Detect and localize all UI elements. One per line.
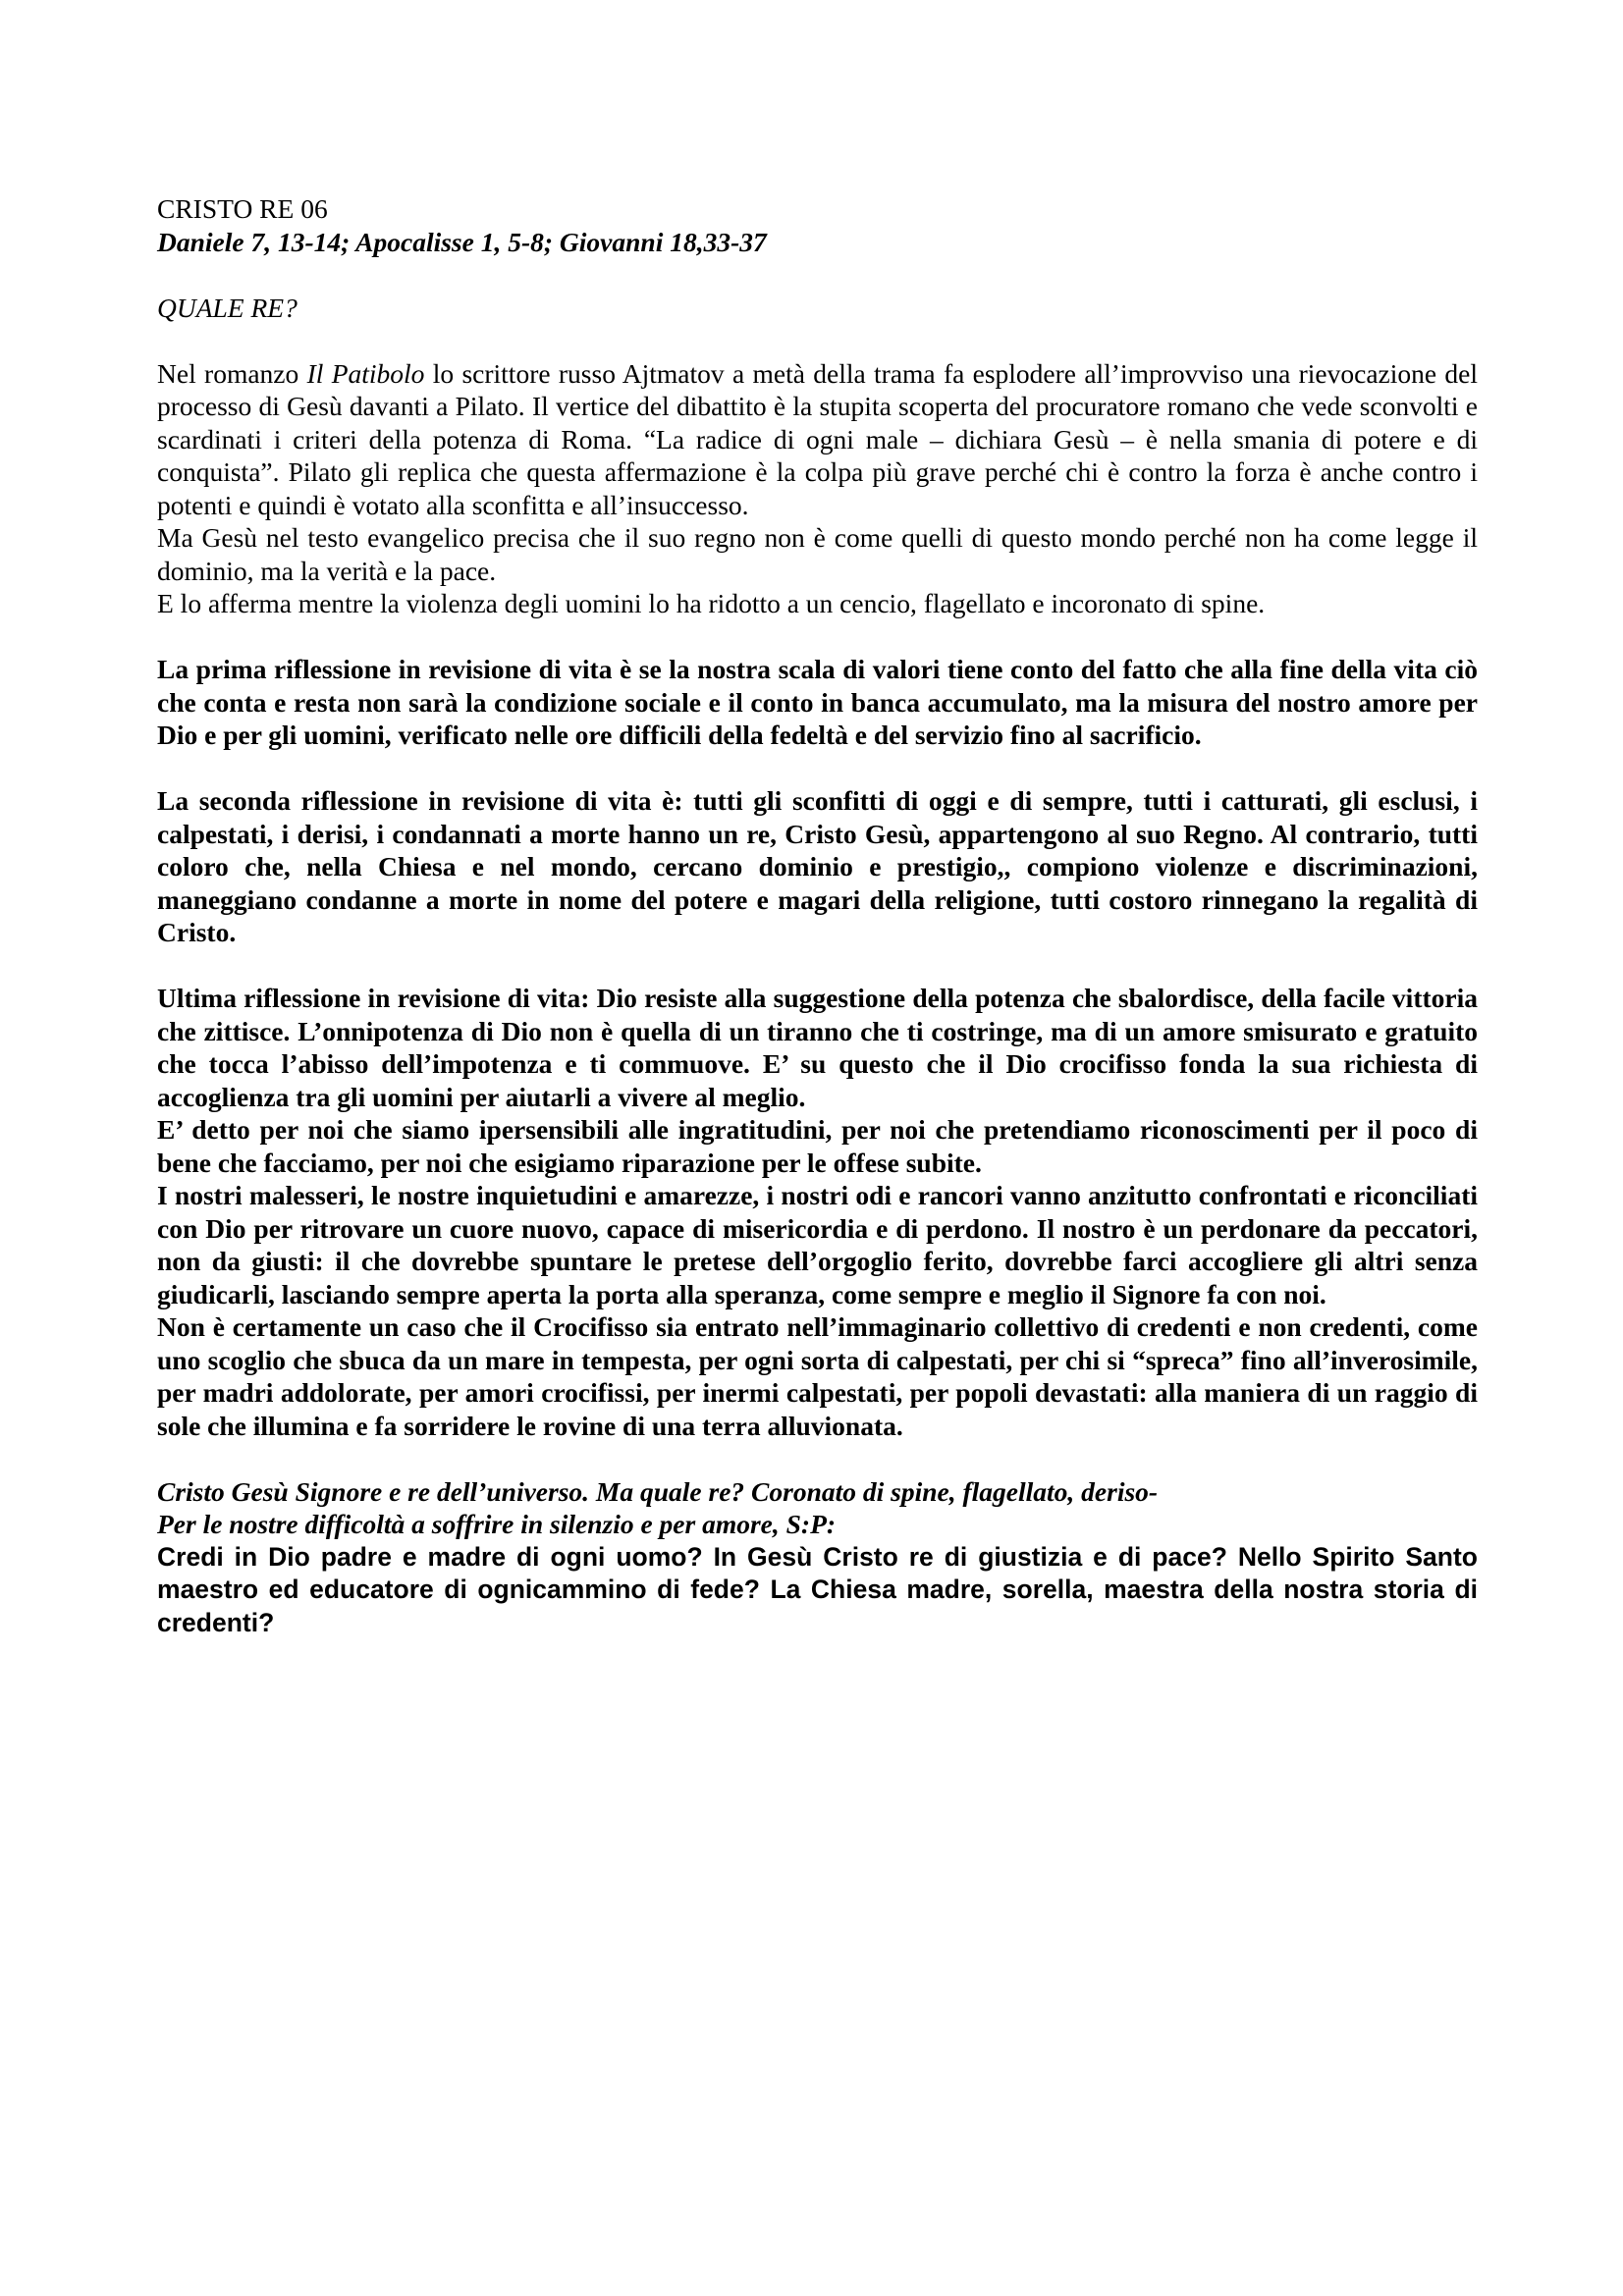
paragraph-2: Ma Gesù nel testo evangelico precisa che il suo regno non è come quelli di questo mondo perché non ha come legge il dominio, ma la verità e la pace. [157, 522, 1478, 586]
paragraph-5: La seconda riflessione in revisione di vita è: tutti gli sconfitti di oggi e di sempre, tutti i catturati, gli esclusi, i calpestati, i derisi, i condannati a morte hanno un re, Cristo Gesù, appartengono al suo Regno. Al contrario, tutti coloro che, nella Chiesa e nel mondo, cercano dominio e prestigio,, compiono violenze e discriminazioni, maneggiano condanne a morte in nome del potere e magari della religione, tutti costoro rinnegano la regalità di Cristo. [157, 785, 1478, 947]
paragraph-7: E’ detto per noi che siamo ipersensibili alle ingratitudini, per noi che pretendiamo riconoscimenti per il poco di bene che facciamo, per noi che esigiamo riparazione per le offese subite. [157, 1114, 1478, 1178]
prayer-line-1: Cristo Gesù Signore e re dell’universo. Ma quale re? Coronato di spine, flagellato, deriso- [157, 1475, 1159, 1507]
section-heading: QUALE RE? [157, 292, 298, 323]
paragraph-1 [157, 357, 1478, 522]
paragraph-6: Ultima riflessione in revisione di vita: Dio resiste alla suggestione della potenza che sbalordisce, della facile vittoria che zittisce. L’onnipotenza di Dio non è quella di un tiranno che ti costringe, ma di un amore smisurato e gratuito che tocca l’abisso dell’impotenza e ti commuove. E’ su questo che il Dio crocifisso fonda la sua richiesta di accoglienza tra gli uomini per aiutarli a vivere al meglio. [157, 983, 1478, 1112]
prayer-line-2: Per le nostre difficoltà a soffrire in silenzio e per amore, S:P: [157, 1509, 837, 1539]
paragraph-1-rest: lo scrittore russo Ajtmatov a metà della trama fa esplodere all’improvviso una rievocazione del processo di Gesù davanti a Pilato. Il vertice del dibattito è la stupita scoperta del procuratore romano che vede sconvolti e scardinati i criteri della potenza di Roma. “La radice di ogni male – dichiara Gesù – è nella smania di potere e di conquista”. Pilato gli replica che questa affermazione è la colpa più grave perché chi è contro la forza è anche contro i potenti e quindi è votato alla sconfitta e all’insuccesso. [157, 357, 1478, 520]
scripture-references: Daniele 7, 13-14; Apocalisse 1, 5-8; Giovanni 18,33-37 [157, 226, 767, 257]
paragraph-9: Non è certamente un caso che il Crocifisso sia entrato nell’immaginario collettivo di credenti e non credenti, come uno scoglio che sbuca da un mare in tempesta, per ogni sorta di calpestati, per chi si “spreca” fino all’inverosimile, per madri addolorate, per amori crocifissi, per inermi calpestati, per popoli devastati: alla maniera di un raggio di sole che illumina e fa sorridere le rovine di una terra alluvionata. [157, 1311, 1478, 1441]
document-page [157, 192, 1478, 1639]
closing-questions: Credi in Dio padre e madre di ogni uomo? In Gesù Cristo re di giustizia e di pace? Nello Spirito Santo maestro ed educatore di ognicammino di fede? La Chiesa madre, sorella, maestra della nostra storia di credenti? [157, 1541, 1478, 1637]
document-title: CRISTO RE 06 [157, 193, 328, 224]
book-title: Il Patibolo [306, 357, 425, 389]
paragraph-3: E lo afferma mentre la violenza degli uomini lo ha ridotto a un cencio, flagellato e incoronato di spine. [157, 588, 1266, 618]
paragraph-1-start: Nel romanzo [157, 357, 307, 389]
paragraph-8: I nostri malesseri, le nostre inquietudini e amarezze, i nostri odi e rancori vanno anzitutto confrontati e riconciliati con Dio per ritrovare un cuore nuovo, capace di misericordia e di perdono. Il nostro è un perdonare da peccatori, non da giusti: il che dovrebbe spuntare le pretese dell’orgoglio ferito, dovrebbe farci accogliere gli altri senza giudicarli, lasciando sempre aperta la porta alla speranza, come sempre e meglio il Signore fa con noi. [157, 1180, 1478, 1309]
paragraph-4: La prima riflessione in revisione di vita è se la nostra scala di valori tiene conto del fatto che alla fine della vita ciò che conta e resta non sarà la condizione sociale e il conto in banca accumulato, ma la misura del nostro amore per Dio e per gli uomini, verificato nelle ore difficili della fedeltà e del servizio fino al sacrificio. [157, 654, 1478, 750]
